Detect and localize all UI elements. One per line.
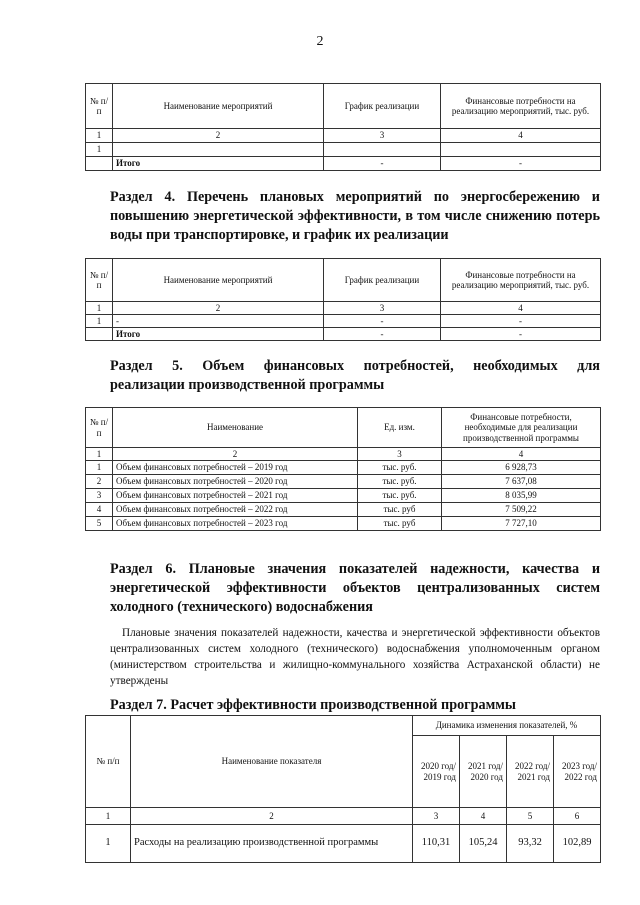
heading-line: реализации производственной программы [110,377,385,393]
table-row [86,461,601,475]
table-cell: 3 [358,448,442,461]
table-cell: 2 [86,475,113,489]
year-ratio-header: 2020 год/ 2019 год [413,736,460,808]
page-number: 2 [316,34,324,49]
table-cell: 6 928,73 [442,461,601,475]
year-ratio-header: 2023 год/ 2022 год [554,736,601,808]
section-4-heading [110,188,600,245]
table-cell: 4 [86,503,113,517]
section-6-paragraph [110,625,600,689]
col-name-header: Наименование [113,408,358,448]
section-6-heading [110,560,600,617]
table-cell: 4 [460,808,507,825]
table-cell: 102,89 [554,825,601,863]
table-cell [324,143,441,157]
table-index-row [86,448,601,461]
table-cell: 5 [86,517,113,531]
paragraph-line: Плановые значения показателей надежности, качества и энергетической эффективности объектов [122,627,600,639]
table-row [86,143,601,157]
table-cell: 4 [441,129,601,143]
table-cell: Объем финансовых потребностей – 2021 год [113,489,358,503]
col-indicator-name-header: Наименование показателя [131,716,413,808]
col-schedule-header: График реализации [324,84,441,129]
table-row [86,489,601,503]
table-header-row [86,716,601,736]
table-cell: 1 [86,461,113,475]
table-cell: 4 [441,302,601,315]
table-cell: 7 509,22 [442,503,601,517]
table-cell: Объем финансовых потребностей – 2022 год [113,503,358,517]
table-cell: - [441,315,601,328]
table-cell: Объем финансовых потребностей – 2023 год [113,517,358,531]
total-label: Итого [113,157,324,171]
col-number-header: № п/п [86,259,113,302]
table-cell: тыс. руб. [358,461,442,475]
table-cell: 1 [86,302,113,315]
col-schedule-header: График реализации [324,259,441,302]
table-cell: Объем финансовых потребностей – 2020 год [113,475,358,489]
col-financial-needs-header: Финансовые потребности, необходимые для реализации производственной программы [442,408,601,448]
heading-line: Раздел 6. Плановые значения показателей надежности, качества и [110,561,600,577]
table-cell: 3 [413,808,460,825]
col-number-header: № п/п [86,84,113,129]
table-row [86,315,601,328]
col-unit-header: Ед. изм. [358,408,442,448]
table-cell: 2 [131,808,413,825]
section-5-heading [110,357,600,395]
table-cell: 3 [86,489,113,503]
table-cell: 1 [86,448,113,461]
table-cell: Расходы на реализацию производственной программы [131,825,413,863]
paragraph-line: (министерством строительства и жилищно-коммунального хозяйства Астраханской области) не [110,659,600,671]
table-cell: 8 035,99 [442,489,601,503]
table-cell: 3 [324,129,441,143]
efficiency-table [85,715,601,863]
heading-line: энергетической эффективности объектов централизованных систем [110,580,600,596]
table-cell: тыс. руб [358,517,442,531]
table-cell: 6 [554,808,601,825]
table-index-row [86,302,601,315]
paragraph-line: централизованных систем холодного (технического) водоснабжения уполномоченным органом [110,643,600,655]
table-cell: 4 [442,448,601,461]
table-cell: тыс. руб. [358,489,442,503]
activities-table-2 [85,258,601,341]
paragraph-line: утверждены [110,675,169,687]
table-cell: 1 [86,315,113,328]
table-row [86,503,601,517]
year-ratio-header: 2021 год/ 2020 год [460,736,507,808]
heading-line: холодного (технического) водоснабжения [110,599,373,615]
activities-table-1 [85,83,601,171]
table-cell: 7 637,08 [442,475,601,489]
table-cell: 1 [86,143,113,157]
col-financial-needs-header: Финансовые потребности на реализацию мероприятий, тыс. руб. [441,84,601,129]
table-cell [113,143,324,157]
table-row [86,825,601,863]
table-cell: 1 [86,825,131,863]
table-cell: - [324,157,441,171]
table-cell: тыс. руб [358,503,442,517]
table-cell: 110,31 [413,825,460,863]
table-header-row [86,408,601,448]
table-cell: 1 [86,129,113,143]
heading-line: Раздел 4. Перечень плановых мероприятий по энергосбережению и [110,189,600,205]
table-cell: - [324,328,441,341]
col-activity-name-header: Наименование мероприятий [113,259,324,302]
table-cell: 5 [507,808,554,825]
table-index-row [86,129,601,143]
year-ratio-header: 2022 год/ 2021 год [507,736,554,808]
table-cell: 93,32 [507,825,554,863]
heading-line: воды при транспортировке, и график их реализации [110,227,449,243]
table-cell: 2 [113,302,324,315]
section-7-heading: Раздел 7. Расчет эффективности производственной программы [110,697,517,713]
col-activity-name-header: Наименование мероприятий [113,84,324,129]
heading-line: повышению энергетической эффективности, в том числе снижению потерь [110,208,600,224]
table-cell [86,157,113,171]
col-number-header: № п/п [86,716,131,808]
table-cell: 7 727,10 [442,517,601,531]
table-row [86,517,601,531]
col-number-header: № п/п [86,408,113,448]
total-label: Итого [113,328,324,341]
col-financial-needs-header: Финансовые потребности на реализацию мероприятий, тыс. руб. [441,259,601,302]
heading-line: Раздел 5. Объем финансовых потребностей, необходимых для [110,358,600,374]
table-header-row [86,84,601,129]
table-cell [441,143,601,157]
table-row [86,475,601,489]
table-total-row [86,157,601,171]
table-cell: - [441,157,601,171]
table-cell: - [441,328,601,341]
table-header-row [86,259,601,302]
dynamics-header: Динамика изменения показателей, % [413,716,601,736]
table-cell: 3 [324,302,441,315]
table-cell: тыс. руб. [358,475,442,489]
table-cell: Объем финансовых потребностей – 2019 год [113,461,358,475]
table-cell: 1 [86,808,131,825]
table-cell [86,328,113,341]
table-total-row [86,328,601,341]
table-cell: 105,24 [460,825,507,863]
table-index-row [86,808,601,825]
table-cell: - [113,315,324,328]
table-cell: 2 [113,448,358,461]
table-cell: 2 [113,129,324,143]
table-cell: - [324,315,441,328]
financial-needs-table [85,407,601,531]
